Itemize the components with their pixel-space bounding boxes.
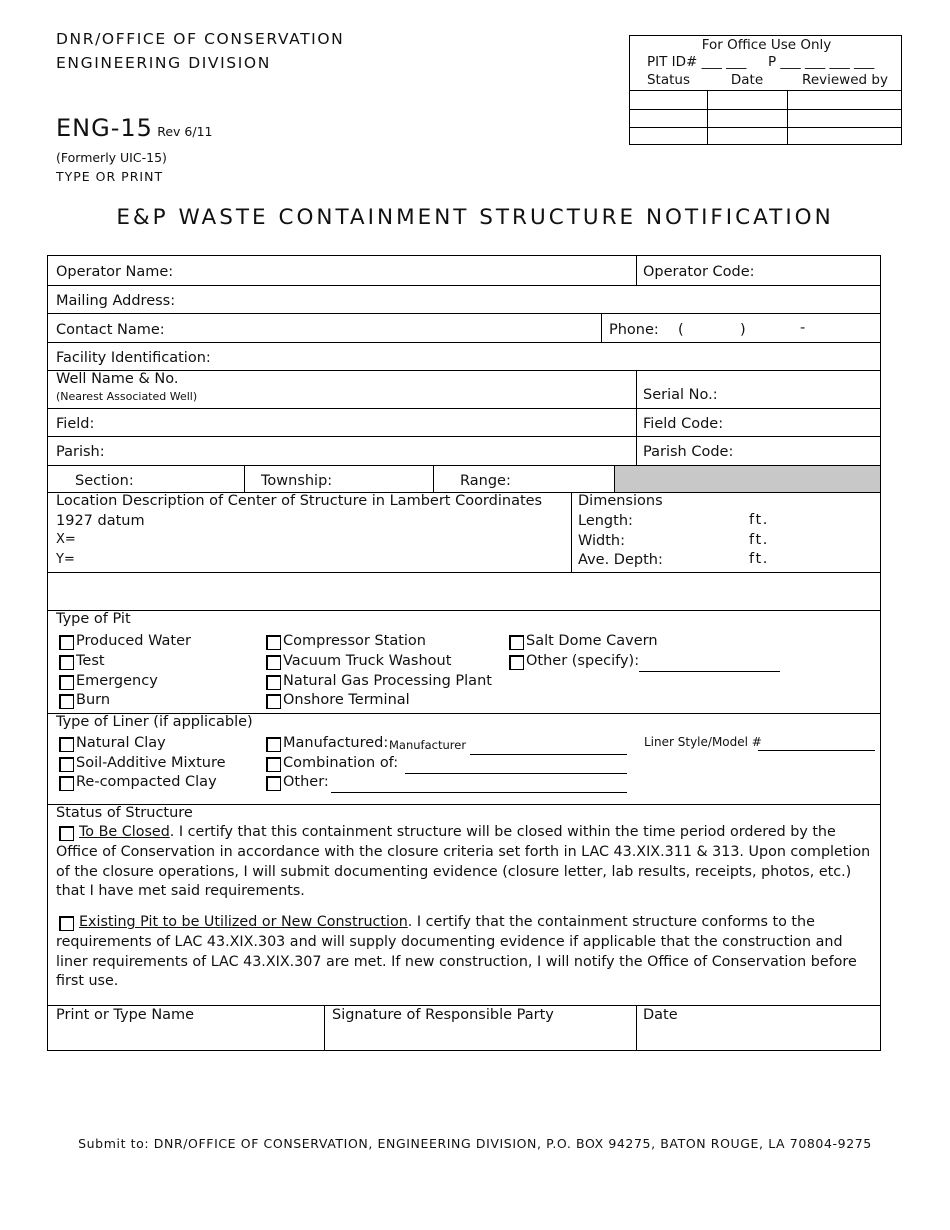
emergency-checkbox[interactable] (59, 675, 74, 690)
other-pit-label: Other (specify): (526, 653, 640, 669)
phone-open-paren: ( (678, 322, 684, 338)
to-be-closed-text: . I certify that this containment structure will be closed within the time period ordered by the Office of Conservation in accordance with the closure criteria set forth in LAC 43.XIX.311 & 313. Upon completion of the closure operations, I will submit documenting evidence (closure letter, lab results, receipts, photos, etc.) that I have met said requirements. (56, 824, 871, 900)
produced-water-checkbox[interactable] (59, 635, 74, 650)
agency-name: DNR/OFFICE OF CONSERVATION (56, 30, 345, 48)
notification-form (47, 255, 881, 1051)
mailing-address-field[interactable]: Mailing Address: (56, 293, 176, 309)
manufactured-checkbox[interactable] (266, 737, 281, 752)
facility-id-field[interactable]: Facility Identification: (56, 350, 211, 366)
location-datum: 1927 datum (56, 513, 145, 529)
formerly-note: (Formerly UIC-15) (56, 150, 167, 165)
pit-type-title: Type of Pit (56, 611, 131, 627)
liner-title: Type of Liner (if applicable) (56, 714, 253, 730)
compressor-station-label: Compressor Station (283, 633, 426, 649)
other-liner-input[interactable] (331, 792, 627, 793)
page-title: E&P WASTE CONTAINMENT STRUCTURE NOTIFICATION (116, 205, 834, 230)
well-name-note: (Nearest Associated Well) (56, 390, 198, 403)
township-field[interactable]: Township: (261, 473, 333, 489)
other-liner-checkbox[interactable] (266, 776, 281, 791)
length-field[interactable]: Length: (578, 513, 633, 529)
salt-dome-checkbox[interactable] (509, 635, 524, 650)
range-field[interactable]: Range: (460, 473, 511, 489)
other-pit-checkbox[interactable] (509, 655, 524, 670)
length-unit: ft. (749, 512, 769, 528)
office-use-box (629, 35, 902, 145)
vacuum-truck-checkbox[interactable] (266, 655, 281, 670)
to-be-closed-statement (56, 823, 876, 902)
depth-unit: ft. (749, 551, 769, 567)
depth-field[interactable]: Ave. Depth: (578, 552, 663, 568)
x-coordinate-field[interactable]: X= (56, 532, 76, 547)
office-row-line (630, 109, 901, 110)
existing-pit-statement (56, 913, 876, 992)
office-row-line (630, 90, 901, 91)
existing-pit-text: . I certify that the containment structure conforms to the requirements of LAC 43.XIX.303 and will supply documenting evidence if applicable that the construction and liner requirements of LAC 43.XIX.307 are met. If new construction, I will notify the Office of Conservation before first use. (56, 914, 857, 990)
onshore-terminal-label: Onshore Terminal (283, 692, 410, 708)
operator-name-field[interactable]: Operator Name: (56, 264, 174, 280)
emergency-label: Emergency (76, 673, 158, 689)
soil-additive-label: Soil-Additive Mixture (76, 755, 226, 771)
dimensions-title: Dimensions (578, 493, 663, 509)
width-field[interactable]: Width: (578, 533, 626, 549)
office-use-title: For Office Use Only (701, 37, 832, 53)
parish-code-field[interactable]: Parish Code: (643, 444, 734, 460)
well-name-field[interactable]: Well Name & No. (56, 371, 179, 387)
phone-field[interactable]: Phone: (609, 322, 659, 338)
submit-address: Submit to: DNR/OFFICE OF CONSERVATION, ENGINEERING DIVISION, P.O. BOX 94275, BATON ROUGE, LA 70804-9275 (78, 1136, 872, 1151)
liner-style-input[interactable] (758, 750, 875, 751)
onshore-terminal-checkbox[interactable] (266, 694, 281, 709)
manufactured-label: Manufactured: (283, 735, 389, 751)
manufacturer-label: Manufacturer (389, 738, 467, 752)
field-code-field[interactable]: Field Code: (643, 416, 724, 432)
test-label: Test (76, 653, 105, 669)
location-description: Location Description of Center of Structure in Lambert Coordinates (56, 493, 543, 509)
form-id (56, 114, 212, 142)
other-pit-input[interactable] (639, 671, 780, 672)
manufacturer-input[interactable] (470, 754, 627, 755)
combination-input[interactable] (405, 773, 627, 774)
section-field[interactable]: Section: (75, 473, 134, 489)
field-name-field[interactable]: Field: (56, 416, 95, 432)
y-coordinate-field[interactable]: Y= (56, 552, 75, 567)
division-name: ENGINEERING DIVISION (56, 54, 271, 72)
combination-label: Combination of: (283, 755, 399, 771)
date-field[interactable]: Date (643, 1007, 678, 1023)
burn-checkbox[interactable] (59, 694, 74, 709)
phone-close-paren: ) (740, 322, 746, 338)
contact-name-field[interactable]: Contact Name: (56, 322, 165, 338)
pit-id-label: PIT ID# ___ ___ (647, 54, 747, 70)
form-revision: Rev 6/11 (157, 124, 213, 139)
recompacted-clay-label: Re-compacted Clay (76, 774, 217, 790)
office-col-line (707, 90, 708, 144)
natural-clay-label: Natural Clay (76, 735, 166, 751)
produced-water-label: Produced Water (76, 633, 191, 649)
gas-plant-checkbox[interactable] (266, 675, 281, 690)
form-number: ENG-15 (56, 114, 153, 142)
office-col-reviewed: Reviewed by (802, 72, 888, 88)
test-checkbox[interactable] (59, 655, 74, 670)
combination-checkbox[interactable] (266, 757, 281, 772)
vacuum-truck-label: Vacuum Truck Washout (283, 653, 452, 669)
p-label: P ___ ___ ___ ___ (768, 54, 875, 70)
serial-no-field[interactable]: Serial No.: (643, 387, 718, 403)
salt-dome-label: Salt Dome Cavern (526, 633, 658, 649)
signature-field[interactable]: Signature of Responsible Party (332, 1007, 554, 1023)
other-liner-label: Other: (283, 774, 329, 790)
shaded-cell (615, 466, 880, 492)
type-or-print: TYPE OR PRINT (56, 169, 164, 184)
office-col-status: Status (646, 72, 691, 88)
burn-label: Burn (76, 692, 111, 708)
status-title: Status of Structure (56, 805, 193, 821)
soil-additive-checkbox[interactable] (59, 757, 74, 772)
operator-code-field[interactable]: Operator Code: (643, 264, 755, 280)
width-unit: ft. (749, 532, 769, 548)
gas-plant-label: Natural Gas Processing Plant (283, 673, 492, 689)
recompacted-clay-checkbox[interactable] (59, 776, 74, 791)
parish-field[interactable]: Parish: (56, 444, 105, 460)
office-row-line (630, 127, 901, 128)
natural-clay-checkbox[interactable] (59, 737, 74, 752)
phone-dash: - (800, 320, 806, 336)
liner-style-label: Liner Style/Model # (644, 735, 762, 749)
to-be-closed-label: To Be Closed (79, 824, 170, 840)
existing-pit-label: Existing Pit to be Utilized or New Construction (79, 914, 408, 930)
office-col-date: Date (730, 72, 764, 88)
print-name-field[interactable]: Print or Type Name (56, 1007, 195, 1023)
compressor-station-checkbox[interactable] (266, 635, 281, 650)
office-col-line (787, 90, 788, 144)
